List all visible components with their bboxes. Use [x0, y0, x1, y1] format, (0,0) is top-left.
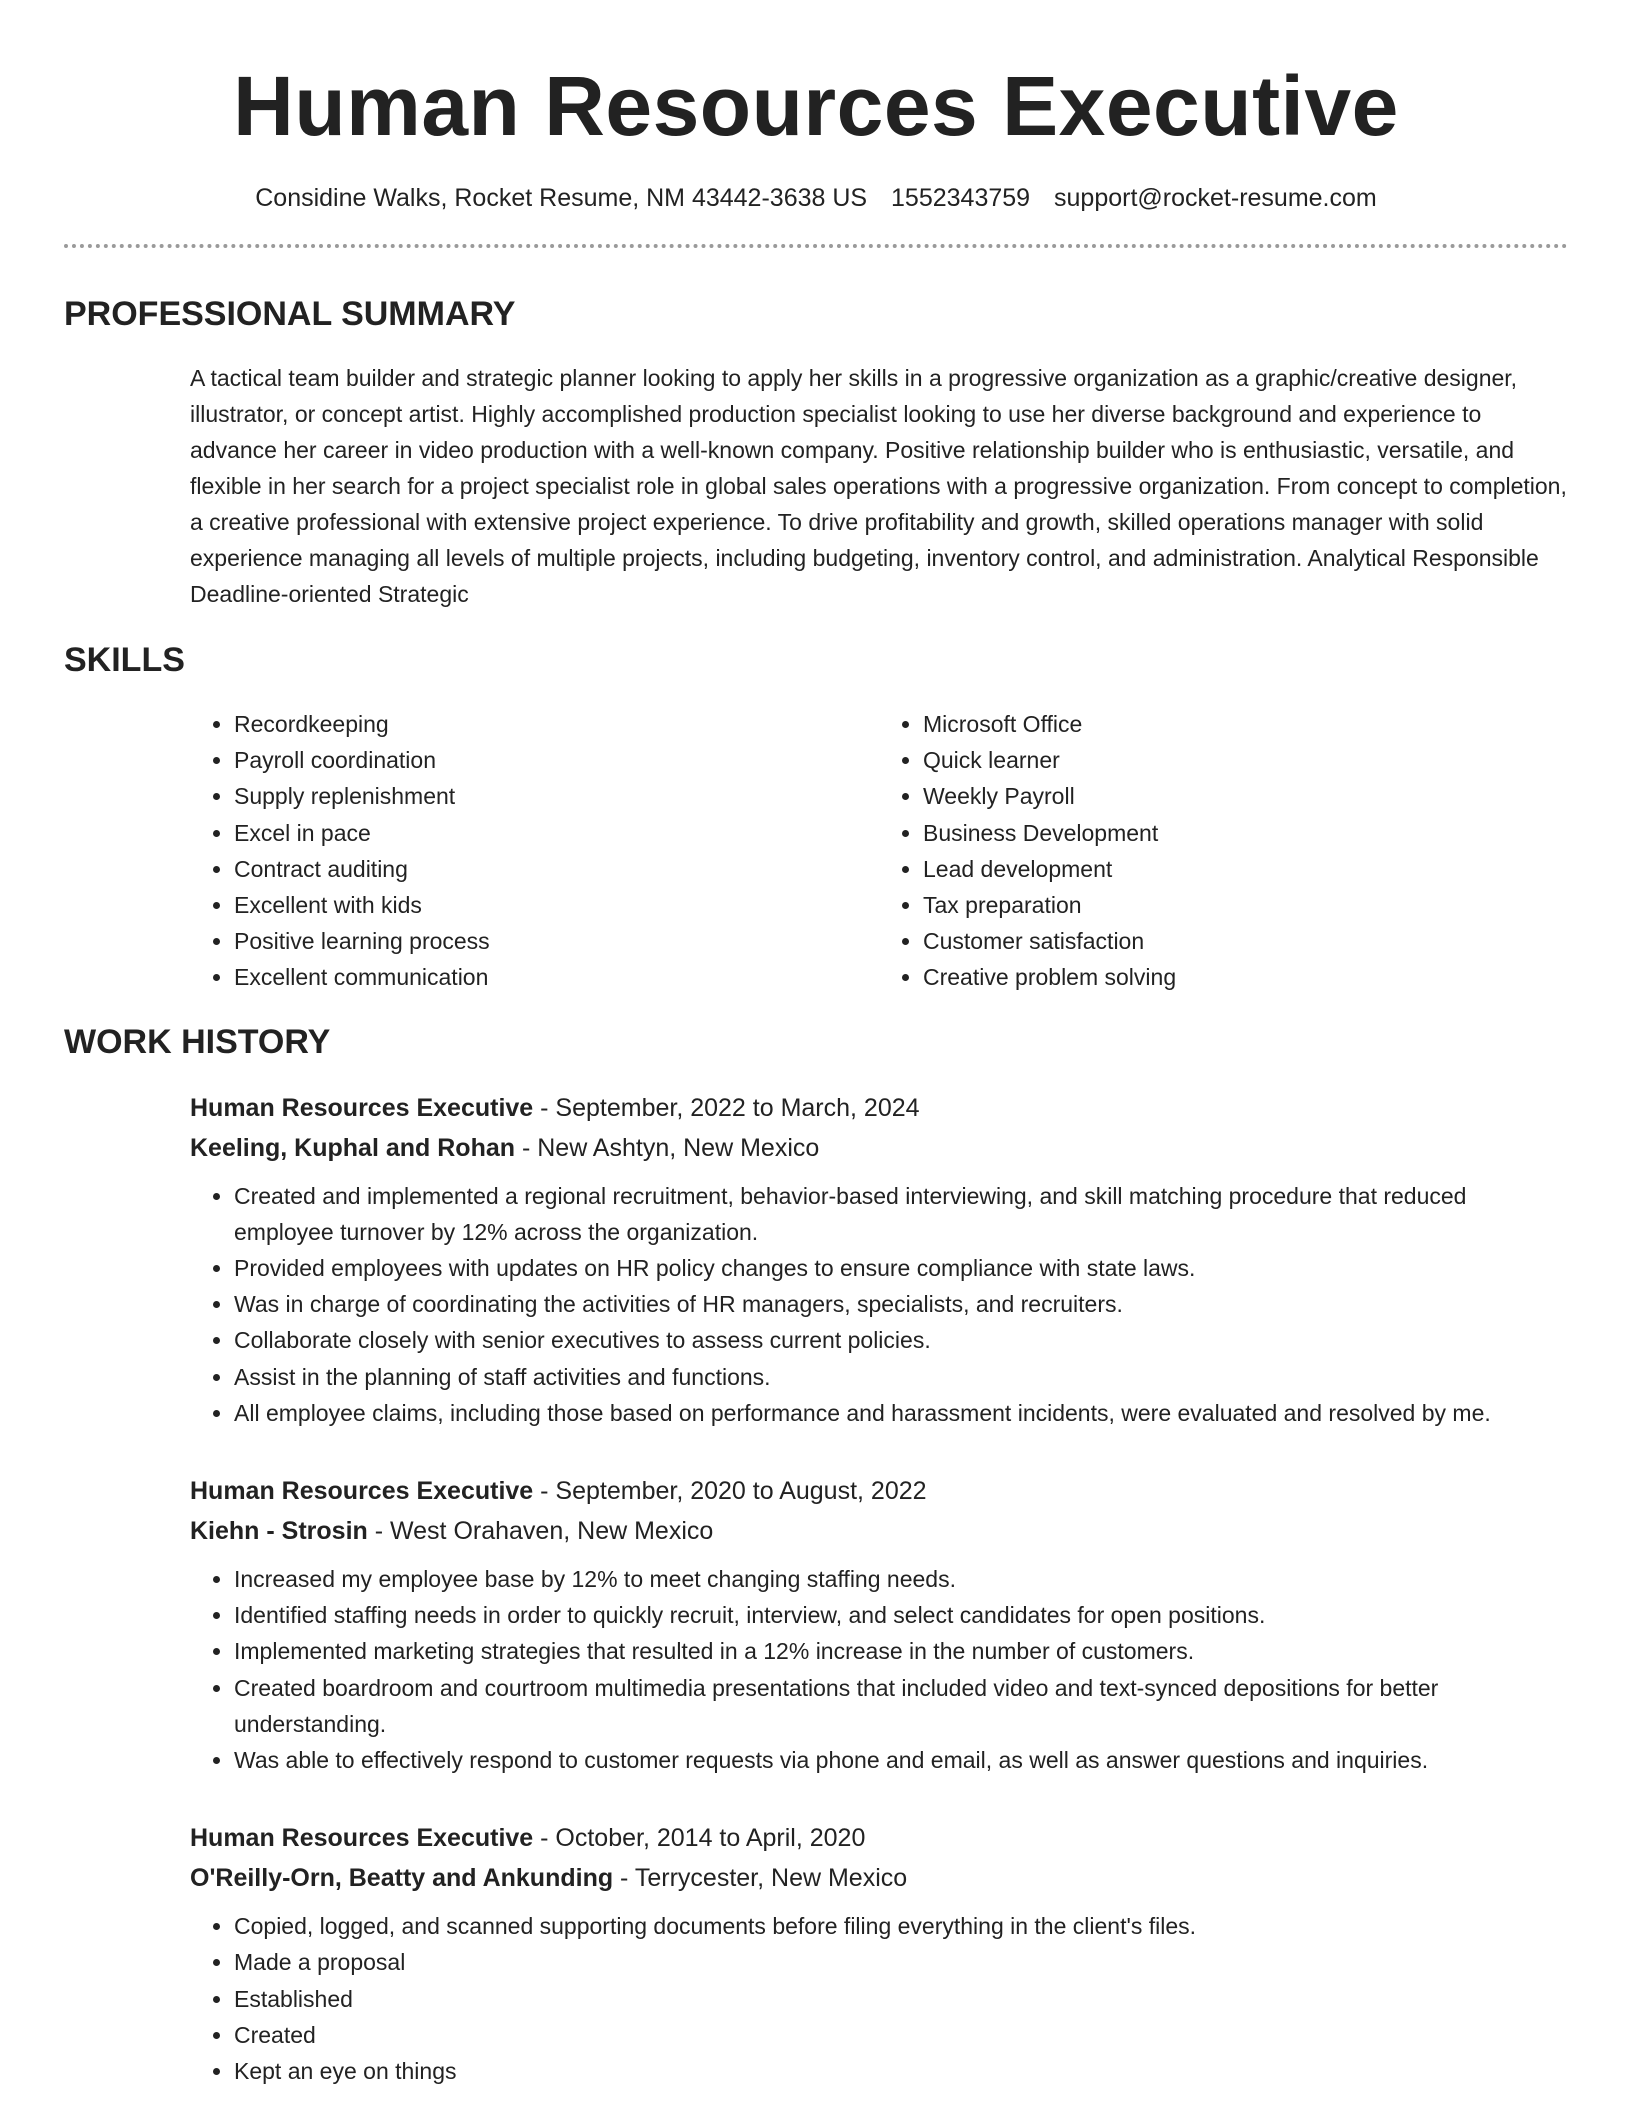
page-title: Human Resources Executive	[233, 59, 1399, 153]
job-bullet: • Created	[234, 2017, 1568, 2053]
job-bullet: • Collaborate closely with senior executives to assess current policies.	[234, 1322, 1568, 1358]
job-role-line	[190, 1471, 1568, 1511]
skill-item: • Quick learner	[923, 742, 1568, 778]
job-bullet: • Was able to effectively respond to customer requests via phone and email, as well as answer questions and inquiries.	[234, 1742, 1568, 1778]
job-bullet: • Provided employees with updates on HR policy changes to ensure compliance with state laws.	[234, 1250, 1568, 1286]
contact-address: Considine Walks, Rocket Resume, NM 43442-3638 US	[255, 184, 868, 212]
skill-item: • Excel in pace	[234, 815, 879, 851]
skills-list-right	[879, 706, 1568, 996]
job-bullet-list	[190, 1908, 1568, 2089]
job-location: - New Ashtyn, New Mexico	[515, 1133, 820, 1162]
job-location: - West Orahaven, New Mexico	[367, 1517, 714, 1546]
job-role: Human Resources Executive	[190, 1477, 534, 1506]
job-role: Human Resources Executive	[190, 1824, 534, 1853]
job-bullet: • Established	[234, 1981, 1568, 2017]
skill-item: • Weekly Payroll	[923, 778, 1568, 814]
job-bullet: • Kept an eye on things	[234, 2053, 1568, 2089]
contact-phone: 1552343759	[891, 184, 1031, 212]
skills-list-left	[190, 706, 879, 996]
skills-grid	[190, 706, 1568, 996]
skill-item: • Contract auditing	[234, 851, 879, 887]
job-entry	[190, 1818, 1568, 2089]
job-entry	[190, 1088, 1568, 1431]
job-bullet: • Created boardroom and courtroom multimedia presentations that included video and text-synced depositions for better understanding.	[234, 1670, 1568, 1742]
job-bullet: • Assist in the planning of staff activities and functions.	[234, 1359, 1568, 1395]
skill-item: • Creative problem solving	[923, 959, 1568, 995]
job-dates: - October, 2014 to April, 2020	[533, 1824, 866, 1853]
contact-email: support@rocket-resume.com	[1054, 184, 1377, 212]
job-bullet: • Created and implemented a regional recruitment, behavior-based interviewing, and skill matching procedure that reduced employee turnover by 12% across the organization.	[234, 1178, 1568, 1250]
job-role-line	[190, 1818, 1568, 1858]
skill-item: • Business Development	[923, 815, 1568, 851]
job-company: Keeling, Kuphal and Rohan	[190, 1133, 516, 1162]
job-location: - Terrycester, New Mexico	[613, 1864, 908, 1893]
section-title-summary: PROFESSIONAL SUMMARY	[64, 295, 516, 333]
skill-item: • Lead development	[923, 851, 1568, 887]
skill-item: • Excellent with kids	[234, 887, 879, 923]
job-bullet: • Increased my employee base by 12% to meet changing staffing needs.	[234, 1561, 1568, 1597]
job-role: Human Resources Executive	[190, 1093, 534, 1122]
job-bullet: • Identified staffing needs in order to quickly recruit, interview, and select candidates for open positions.	[234, 1597, 1568, 1633]
resume-page	[64, 0, 1568, 2089]
skill-item: • Positive learning process	[234, 923, 879, 959]
job-role-line	[190, 1088, 1568, 1128]
section-title-work-history: WORK HISTORY	[64, 1022, 331, 1061]
job-company-line	[190, 1858, 1568, 1898]
job-company: Kiehn - Strosin	[190, 1517, 368, 1546]
skill-item: • Payroll coordination	[234, 742, 879, 778]
skill-item: • Microsoft Office	[923, 706, 1568, 742]
job-bullet-list	[190, 1178, 1568, 1431]
section-title-skills: SKILLS	[64, 641, 185, 679]
job-bullet-list	[190, 1561, 1568, 1778]
job-entry	[190, 1471, 1568, 1778]
contact-line	[64, 182, 1568, 214]
skill-item: • Tax preparation	[923, 887, 1568, 923]
skill-item: • Recordkeeping	[234, 706, 879, 742]
job-company: O'Reilly-Orn, Beatty and Ankunding	[190, 1864, 614, 1893]
summary-text: A tactical team builder and strategic planner looking to apply her skills in a progressive organization as a graphic/creative designer, illustrator, or concept artist. Highly accomplished production specialist looking to use her diverse background and experience to advance her career in video production with a well-known company. Positive relationship builder who is enthusiastic, versatile, and flexible in her search for a project specialist role in global sales operations with a progressive organization. From concept to completion, a creative professional with extensive project experience. To drive profitability and growth, skilled operations manager with solid experience managing all levels of multiple projects, including budgeting, inventory control, and administration. Analytical Responsible Deadline-oriented Strategic	[190, 365, 1567, 607]
job-bullet: • Copied, logged, and scanned supporting documents before filing everything in the client's files.	[234, 1908, 1568, 1944]
job-company-line	[190, 1511, 1568, 1551]
skill-item: • Customer satisfaction	[923, 923, 1568, 959]
job-dates: - September, 2020 to August, 2022	[533, 1477, 927, 1506]
job-bullet: • All employee claims, including those based on performance and harassment incidents, were evaluated and resolved by me.	[234, 1395, 1568, 1431]
job-company-line	[190, 1128, 1568, 1168]
skill-item: • Supply replenishment	[234, 778, 879, 814]
job-dates: - September, 2022 to March, 2024	[533, 1093, 920, 1122]
header-divider	[64, 244, 1568, 248]
job-bullet: • Was in charge of coordinating the activities of HR managers, specialists, and recruiters.	[234, 1286, 1568, 1322]
job-bullet: • Made a proposal	[234, 1944, 1568, 1980]
skill-item: • Excellent communication	[234, 959, 879, 995]
job-bullet: • Implemented marketing strategies that resulted in a 12% increase in the number of customers.	[234, 1633, 1568, 1669]
